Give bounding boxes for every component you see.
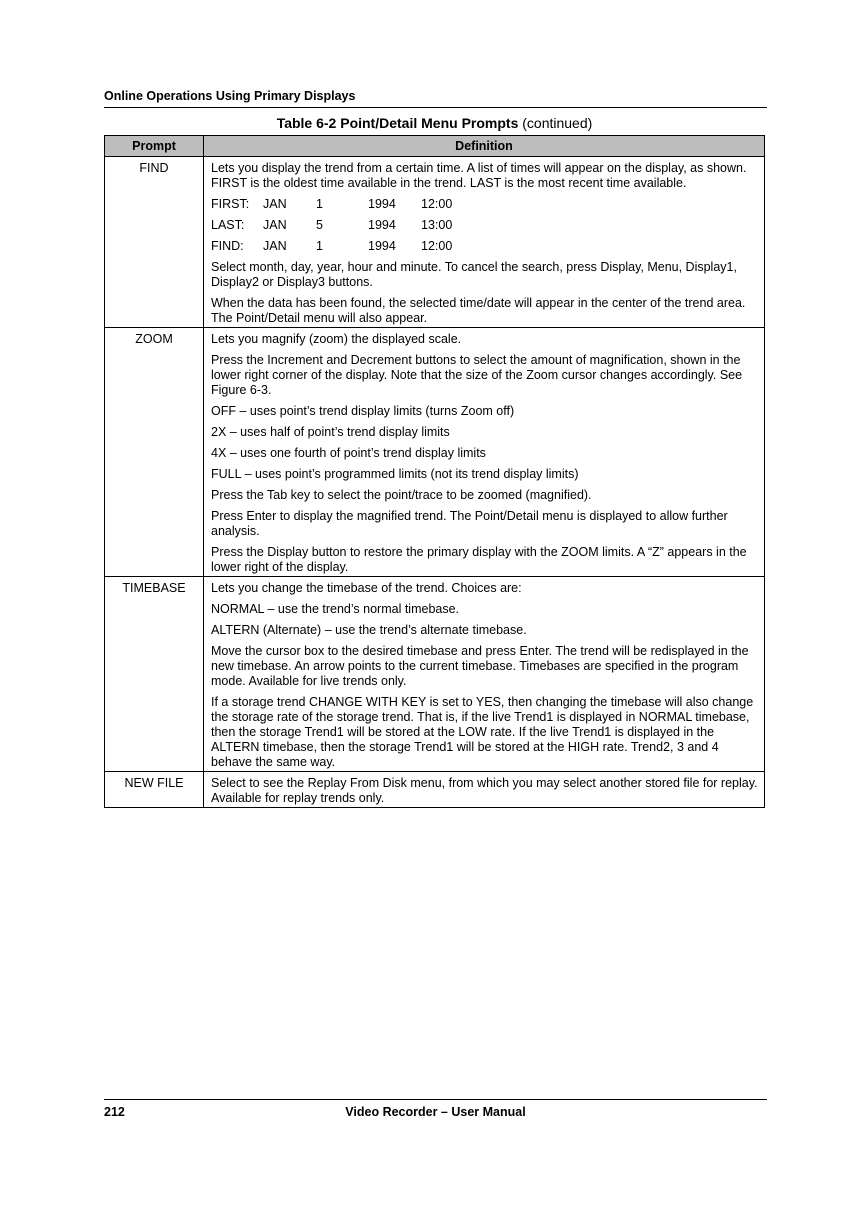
definition-cell (204, 157, 765, 328)
definition-paragraph: If a storage trend CHANGE WITH KEY is set to YES, then changing the timebase will also change the storage rate of the storage trend. That is, if the live Trend1 is displayed in NORMAL timebase, then the storage Trend1 will be stored at the LOW rate. If the live Trend1 is displayed in the ALTERN timebase, then the storage Trend1 will be stored at the HIGH rate. Trend2, 3 and 4 behave the same way. (211, 695, 754, 769)
table-row-zoom (105, 328, 765, 577)
footer-rule (104, 1099, 767, 1100)
definition-paragraph: OFF – uses point’s trend display limits (turns Zoom off) (211, 404, 515, 418)
definition-paragraph: ALTERN (Alternate) – use the trend’s alternate timebase. (211, 623, 527, 637)
time-clock: 12:00 (421, 239, 453, 253)
time-clock: 12:00 (421, 197, 453, 211)
definition-paragraph: Lets you change the timebase of the trend. Choices are: (211, 581, 522, 595)
definition-paragraph: Move the cursor box to the desired timebase and press Enter. The trend will be redisplayed in the new timebase. An arrow points to the current timebase. Timebases are specified in the program mode. Available for live trends only. (211, 644, 749, 688)
definition-paragraph: Press the Tab key to select the point/trace to be zoomed (magnified). (211, 488, 592, 502)
time-row-find (211, 239, 758, 254)
time-month: JAN (263, 239, 287, 253)
time-day: 1 (316, 197, 323, 211)
table-row-timebase (105, 577, 765, 772)
time-label: FIND: (211, 239, 244, 253)
table-row-new-file (105, 772, 765, 808)
table-row-find (105, 157, 765, 328)
time-row-first (211, 197, 758, 212)
definition-paragraph: Press Enter to display the magnified trend. The Point/Detail menu is displayed to allow further analysis. (211, 509, 728, 538)
time-day: 5 (316, 218, 323, 232)
definition-paragraph: Press the Increment and Decrement buttons to select the amount of magnification, shown in the lower right corner of the display. Note that the size of the Zoom cursor changes accordingly. See Figure 6-3. (211, 353, 743, 397)
footer-title: Video Recorder – User Manual (345, 1105, 526, 1119)
time-row-last (211, 218, 758, 233)
time-clock: 13:00 (421, 218, 453, 232)
time-month: JAN (263, 197, 287, 211)
definition-paragraph: FULL – uses point’s programmed limits (not its trend display limits) (211, 467, 579, 481)
definition-paragraph: Lets you display the trend from a certain time. A list of times will appear on the display, as shown. FIRST is the oldest time available in the trend. LAST is the most recent time available. (211, 161, 747, 190)
time-label: LAST: (211, 218, 245, 232)
definition-paragraph: Select to see the Replay From Disk menu, from which you may select another stored file for replay. Available for replay trends only. (211, 776, 758, 805)
table-caption (104, 115, 765, 131)
page-number: 212 (104, 1105, 125, 1119)
definition-paragraph: 4X – uses one fourth of point’s trend display limits (211, 446, 486, 460)
definition-paragraph: NORMAL – use the trend’s normal timebase. (211, 602, 460, 616)
running-head: Online Operations Using Primary Displays (104, 89, 356, 103)
time-year: 1994 (368, 239, 396, 253)
prompt-cell: TIMEBASE (105, 577, 204, 772)
prompts-table (104, 135, 765, 808)
definition-paragraph: 2X – uses half of point’s trend display limits (211, 425, 450, 439)
prompt-cell: FIND (105, 157, 204, 328)
table-header-row (105, 136, 765, 157)
column-header-definition: Definition (204, 136, 765, 157)
column-header-prompt: Prompt (105, 136, 204, 157)
header-rule (104, 107, 767, 108)
time-month: JAN (263, 218, 287, 232)
time-day: 1 (316, 239, 323, 253)
definition-paragraph: Select month, day, year, hour and minute. To cancel the search, press Display, Menu, Display1, Display2 or Display3 buttons. (211, 260, 737, 289)
time-year: 1994 (368, 218, 396, 232)
definition-cell (204, 772, 765, 808)
definition-paragraph: Press the Display button to restore the primary display with the ZOOM limits. A “Z” appears in the lower right of the display. (211, 545, 747, 574)
definition-paragraph: Lets you magnify (zoom) the displayed scale. (211, 332, 462, 346)
definition-cell (204, 577, 765, 772)
definition-paragraph: When the data has been found, the selected time/date will appear in the center of the trend area. The Point/Detail menu will also appear. (211, 296, 746, 325)
time-year: 1994 (368, 197, 396, 211)
table-caption-title: Table 6-2 Point/Detail Menu Prompts (276, 115, 519, 131)
time-label: FIRST: (211, 197, 250, 211)
table-caption-continued: (continued) (518, 115, 593, 131)
prompt-cell: NEW FILE (105, 772, 204, 808)
definition-cell (204, 328, 765, 577)
prompt-cell: ZOOM (105, 328, 204, 577)
